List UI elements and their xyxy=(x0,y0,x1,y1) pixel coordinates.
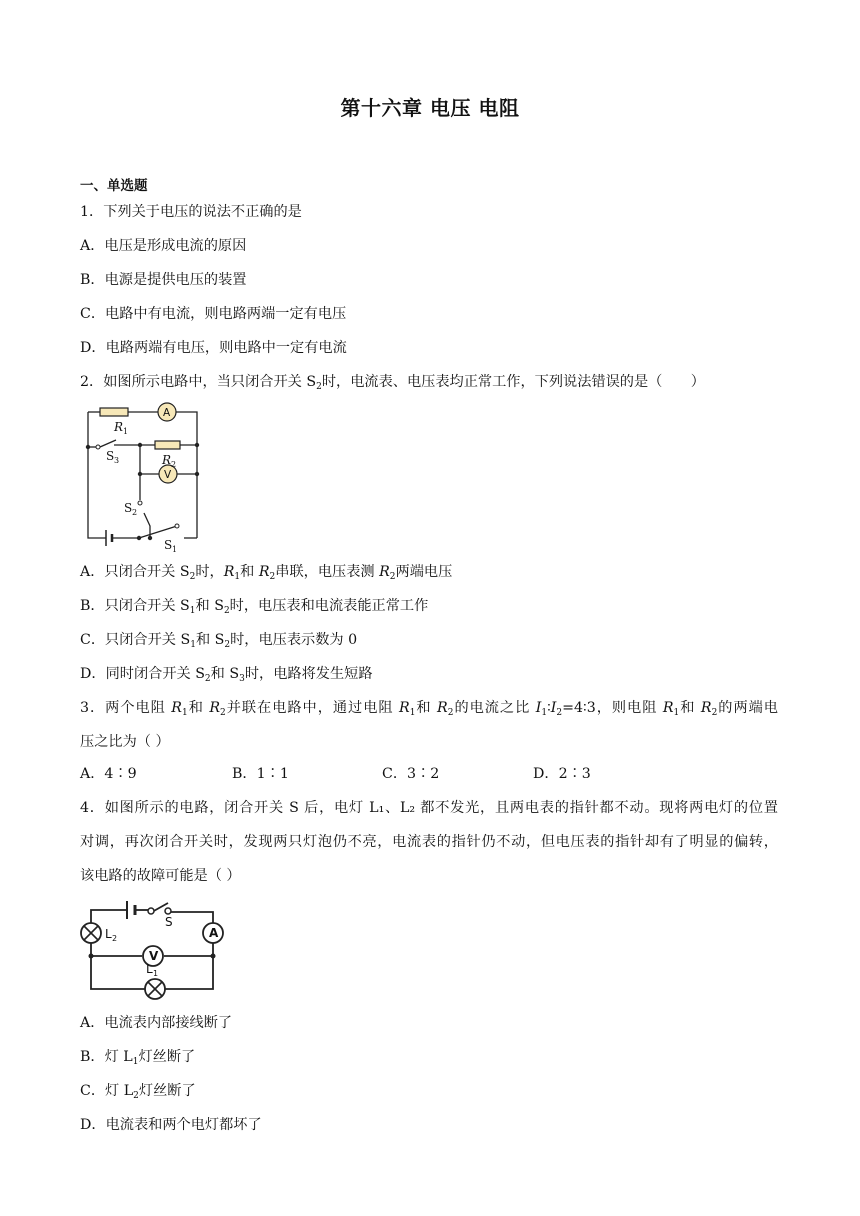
q3-option-b: B．1∶1 xyxy=(232,766,289,782)
q2-circuit-diagram xyxy=(84,400,206,552)
q2-stem: 2．如图所示电路中，当只闭合开关 $S_2$时，电流表、电压表均正常工作，下列说法错误的是（ ） xyxy=(80,374,705,392)
q3-option-a: A．4∶9 xyxy=(80,766,137,782)
q2-s3-label: S xyxy=(106,449,115,463)
svg-text:2: 2 xyxy=(171,460,177,469)
q4-circuit-diagram xyxy=(78,898,230,1002)
q3-stem-line1: 3．两个电阻 $R_1$和 $R_2$并联在电路中，通过电阻 $R_1$和 $R_2$的电流之比 $I_1∶I_2=4∶3$，则电阻 $R_1$和 $R_2$的两端电 xyxy=(80,700,778,718)
svg-text:2: 2 xyxy=(132,508,138,517)
q1-stem: 1．下列关于电压的说法不正确的是 xyxy=(80,204,302,220)
q4-option-a: A．电流表内部接线断了 xyxy=(80,1015,233,1031)
q4-ammeter-label: A xyxy=(209,926,219,940)
q2-option-a: A．只闭合开关 $S_2$时，$R_1$和 $R_2$串联，电压表测 $R_2$两端电压 xyxy=(80,564,453,582)
svg-text:1: 1 xyxy=(172,545,178,552)
svg-text:3: 3 xyxy=(114,456,120,465)
q1-option-c: C．电路中有电流，则电路两端一定有电压 xyxy=(80,306,347,322)
q2-s1-label: S xyxy=(164,538,173,552)
q4-option-c: C．灯 $L_2$灯丝断了 xyxy=(80,1083,196,1101)
svg-text:1: 1 xyxy=(123,427,129,436)
q4-stem-line1: 4．如图所示的电路，闭合开关 S 后，电灯 L₁、L₂ 都不发光，且两电表的指针都不动。现将两电灯的位置 xyxy=(80,800,778,816)
q1-option-a: A．电压是形成电流的原因 xyxy=(80,238,247,254)
q2-ammeter-label: A xyxy=(163,407,171,419)
svg-text:2: 2 xyxy=(112,934,118,943)
q4-stem-line3: 该电路的故障可能是（ ） xyxy=(80,868,241,884)
q4-option-d: D．电流表和两个电灯都坏了 xyxy=(80,1117,262,1133)
section-heading: 一、单选题 xyxy=(80,178,148,194)
q2-voltmeter-label: V xyxy=(164,469,172,481)
q2-option-b: B．只闭合开关 $S_1$和 $S_2$时，电压表和电流表能正常工作 xyxy=(80,598,429,616)
q2-s2-label: S xyxy=(124,501,133,515)
svg-text:1: 1 xyxy=(153,969,159,978)
q4-voltmeter-label: V xyxy=(149,949,159,963)
q4-switch-label: S xyxy=(165,915,173,929)
q1-option-d: D．电路两端有电压，则电路中一定有电流 xyxy=(80,340,347,356)
q4-l2-label: L xyxy=(105,927,112,941)
q2-r1-label: R xyxy=(114,420,124,434)
q1-option-b: B．电源是提供电压的装置 xyxy=(80,272,247,288)
q3-option-d: D．2∶3 xyxy=(533,766,591,782)
q3-stem-line2: 压之比为（ ） xyxy=(80,734,170,750)
page-title: 第十六章 电压 电阻 xyxy=(340,96,520,120)
q4-option-b: B．灯 $L_1$灯丝断了 xyxy=(80,1049,196,1067)
q4-l1-label: L xyxy=(146,962,153,976)
q4-stem-line2: 对调，再次闭合开关时，发现两只灯泡仍不亮，电流表的指针仍不动，但电压表的指针却有了明显的偏转， xyxy=(80,834,778,850)
q3-option-c: C．3∶2 xyxy=(382,766,440,782)
q2-option-c: C．只闭合开关 $S_1$和 $S_2$时，电压表示数为 0 xyxy=(80,632,358,650)
q2-option-d: D．同时闭合开关 $S_2$和 $S_3$时，电路将发生短路 xyxy=(80,666,373,684)
q2-r2-label: R xyxy=(162,453,172,467)
